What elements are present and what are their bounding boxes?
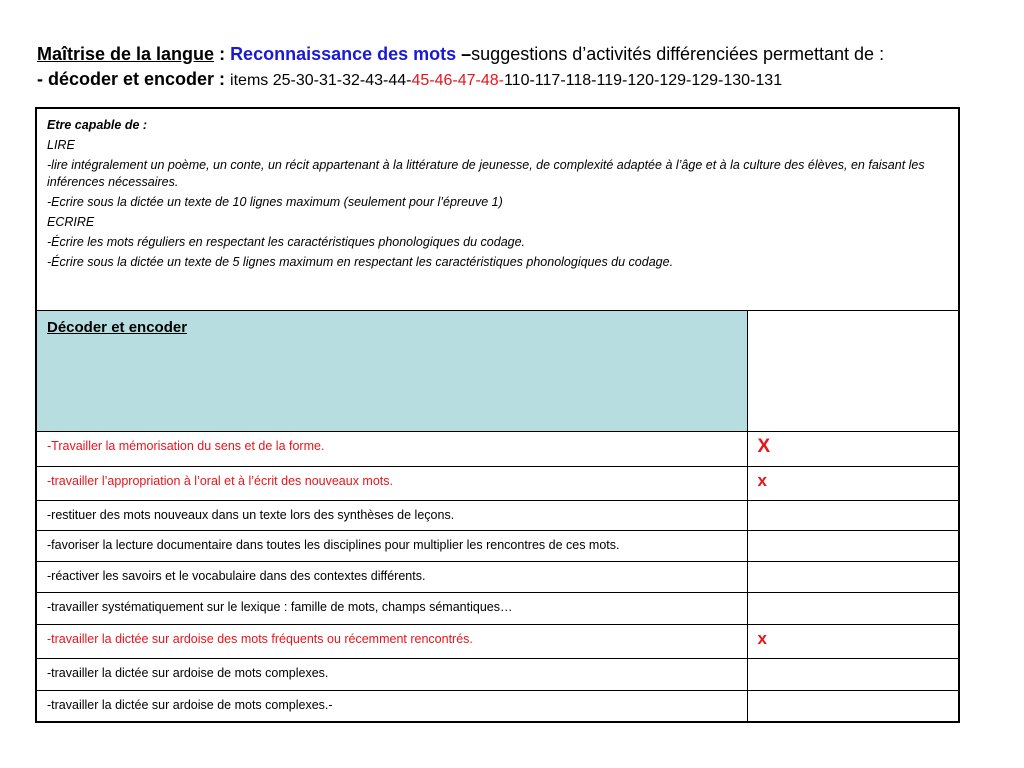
activity-text: -travailler la dictée sur ardoise de mots complexes.- [36, 691, 747, 722]
activity-mark-cell [747, 531, 959, 562]
activity-text: -travailler systématiquement sur le lexique : famille de mots, champs sémantiques… [36, 593, 747, 625]
activity-text: -travailler la dictée sur ardoise des mots fréquents ou récemment rencontrés. [36, 625, 747, 659]
activity-mark-cell [747, 432, 959, 467]
table-row [36, 625, 959, 659]
section-mark-cell [747, 311, 959, 432]
title-dash: – [456, 44, 472, 64]
objective-line: -Écrire sous la dictée un texte de 5 lignes maximum en respectant les caractéristiques phonologiques du codage. [47, 255, 674, 269]
objective-line: -lire intégralement un poème, un conte, un récit appartenant à la littérature de jeunesse, de complexité adaptée à l’âge et à la culture des élèves, en faisant les inférences nécessaires. [47, 158, 925, 189]
activity-mark-cell [747, 562, 959, 593]
title-separator: : [214, 44, 231, 64]
table-row [36, 432, 959, 467]
activity-text: -réactiver les savoirs et le vocabulaire dans des contextes différents. [36, 562, 747, 593]
activity-text: -favoriser la lecture documentaire dans toutes les disciplines pour multiplier les rencontres de ces mots. [36, 531, 747, 562]
table-row [36, 691, 959, 722]
header-line-2 [37, 66, 997, 94]
table-row [36, 467, 959, 501]
objectives-cell [36, 108, 959, 311]
section-title: Décoder et encoder [47, 319, 188, 336]
activity-mark-cell [747, 467, 959, 501]
objective-line: -Ecrire sous la dictée un texte de 10 lignes maximum (seulement pour l’épreuve 1) [47, 195, 503, 209]
items-list-start: 25-30-31-32-43-44- [272, 72, 412, 89]
items-label: items [230, 72, 273, 89]
activity-text: -restituer des mots nouveaux dans un texte lors des synthèses de leçons. [36, 501, 747, 531]
objective-line: -Écrire les mots réguliers en respectant les caractéristiques phonologiques du codage. [47, 235, 526, 249]
items-list-end: 110-117-118-119-120-129-129-130-131 [503, 72, 783, 89]
activity-text: -Travailler la mémorisation du sens et de la forme. [36, 432, 747, 467]
skill-label: - décoder et encoder : [37, 69, 231, 89]
activity-text: -travailler l’appropriation à l’oral et à l’écrit des nouveaux mots. [36, 467, 747, 501]
table-row [36, 501, 959, 531]
activity-mark-cell [747, 625, 959, 659]
objectives-row [36, 108, 959, 311]
title-description: suggestions d’activités différenciées permettant de : [471, 44, 885, 64]
header-line-1 [37, 42, 997, 66]
title-topic: Reconnaissance des mots [230, 44, 457, 64]
activity-mark: x [757, 471, 767, 490]
document-header [37, 42, 997, 94]
objective-lire: LIRE [47, 138, 75, 152]
table-row [36, 562, 959, 593]
table-row [36, 593, 959, 625]
activity-mark-cell [747, 691, 959, 722]
activity-mark-cell [747, 593, 959, 625]
activity-mark-cell [747, 659, 959, 691]
activity-mark: X [757, 436, 771, 457]
objective-ecrire: ECRIRE [47, 215, 95, 229]
activity-text: -travailler la dictée sur ardoise de mots complexes. [36, 659, 747, 691]
section-title-cell [36, 311, 747, 432]
title-subject: Maîtrise de la langue [37, 44, 215, 64]
objective-heading: Etre capable de : [47, 118, 148, 132]
section-header-row [36, 311, 959, 432]
activity-mark: x [757, 629, 767, 648]
activities-table [35, 107, 960, 723]
table-row [36, 531, 959, 562]
items-list-highlighted: 45-46-47-48- [411, 72, 504, 89]
table-row [36, 659, 959, 691]
activity-mark-cell [747, 501, 959, 531]
